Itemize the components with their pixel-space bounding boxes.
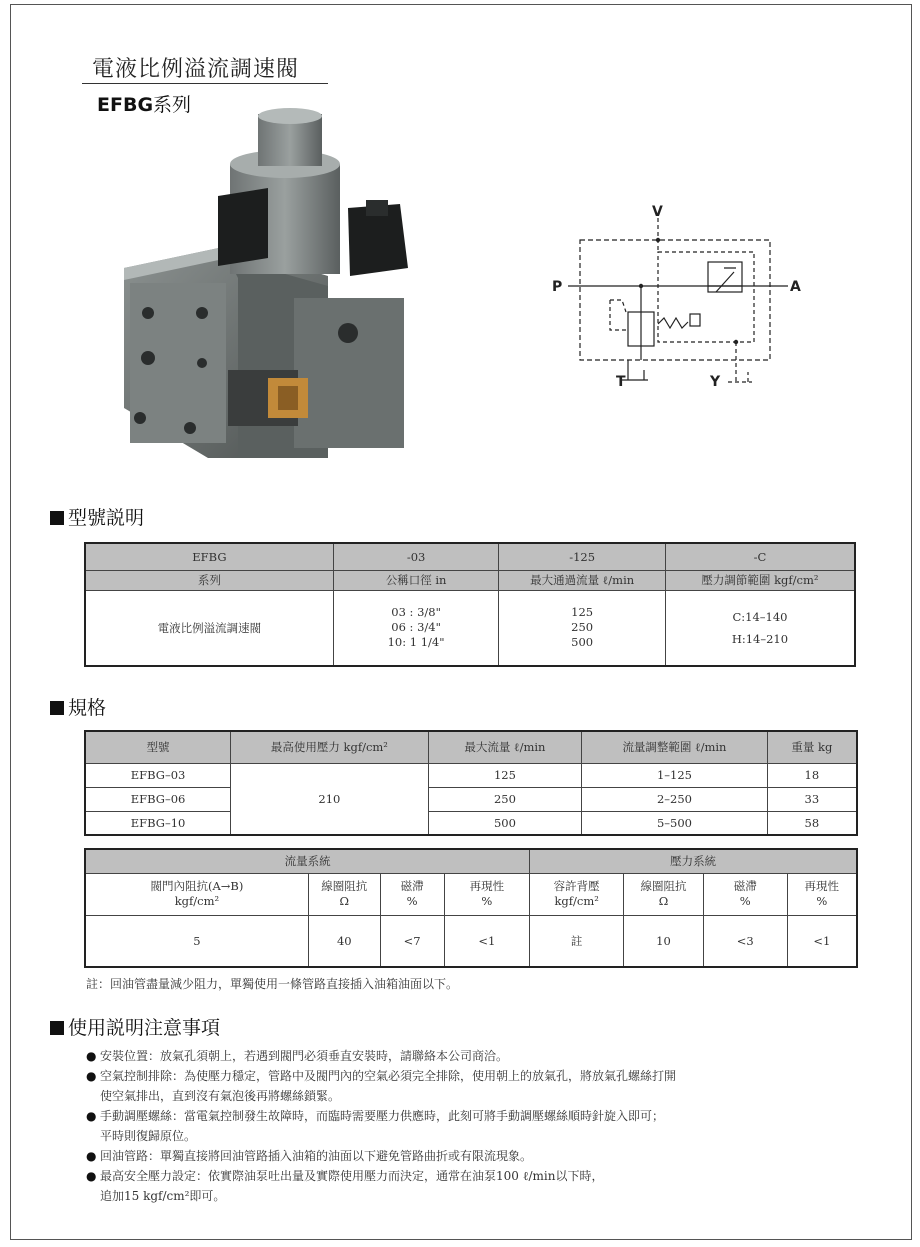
value-back-pressure: 註 bbox=[530, 915, 624, 967]
pressure-h: H:14–210 bbox=[731, 631, 789, 646]
sizes-cell bbox=[333, 590, 499, 666]
spec-table bbox=[84, 730, 858, 836]
col-label: 線圈阻抗 bbox=[640, 879, 687, 893]
list-item-text: ● 安裝位置：放氣孔須朝上，若遇到閥門必須垂直安裝時，請聯絡本公司商洽。 bbox=[100, 1049, 509, 1063]
col-unit: kgf/cm² bbox=[554, 894, 599, 908]
header-pressure: 壓力調節範圍 kgf/cm² bbox=[665, 570, 855, 590]
col-repeatability-pressure bbox=[787, 873, 857, 915]
list-item bbox=[86, 1166, 876, 1206]
label-v: V bbox=[652, 204, 663, 220]
flow-500: 500 bbox=[571, 635, 594, 650]
row-flow: 500 bbox=[428, 811, 582, 835]
page-title: 電液比例溢流調速閥 bbox=[92, 57, 300, 82]
model-header-row bbox=[85, 570, 855, 590]
row-model: EFBG–10 bbox=[85, 811, 231, 835]
spec-header-range: 流量調整範圍 ℓ/min bbox=[582, 731, 767, 763]
spec-header-flow: 最大流量 ℓ/min bbox=[428, 731, 582, 763]
label-a: A bbox=[790, 279, 801, 295]
spec-header-model: 型號 bbox=[85, 731, 231, 763]
label-t: T bbox=[616, 374, 626, 390]
pressure-system-header: 壓力系統 bbox=[530, 849, 857, 873]
row-weight: 18 bbox=[767, 763, 857, 787]
row-weight: 58 bbox=[767, 811, 857, 835]
system-header-row bbox=[85, 873, 857, 915]
usage-list bbox=[86, 1046, 876, 1206]
list-item-text: 平時則復歸原位。 bbox=[100, 1129, 197, 1143]
col-unit: Ω bbox=[339, 894, 350, 908]
system-value-row bbox=[85, 915, 857, 967]
label-y: Y bbox=[710, 374, 721, 390]
series-suffix: 系列 bbox=[153, 94, 192, 116]
list-item bbox=[86, 1106, 876, 1146]
col-valve-resistance bbox=[85, 873, 308, 915]
pressures-cell bbox=[665, 590, 855, 666]
spec-header-pressure: 最高使用壓力 kgf/cm² bbox=[231, 731, 428, 763]
section-model-title: 型號説明 bbox=[50, 503, 144, 530]
valve-photo bbox=[118, 108, 418, 460]
row-weight: 33 bbox=[767, 787, 857, 811]
code-size: -03 bbox=[333, 543, 499, 570]
col-unit: % bbox=[406, 894, 418, 908]
header-flow: 最大通過流量 ℓ/min bbox=[499, 570, 666, 590]
value-hysteresis-flow: <7 bbox=[380, 915, 444, 967]
list-item-text: 追加15 kgf/cm²即可。 bbox=[100, 1189, 226, 1203]
header-size: 公稱口徑 in bbox=[333, 570, 499, 590]
list-item bbox=[86, 1146, 876, 1166]
header-series: 系列 bbox=[85, 570, 333, 590]
col-unit: kgf/cm² bbox=[174, 894, 220, 908]
system-group-row bbox=[85, 849, 857, 873]
section-spec-title: 規格 bbox=[50, 693, 106, 720]
relief-spool bbox=[708, 262, 742, 292]
model-code-row bbox=[85, 543, 855, 570]
list-item bbox=[86, 1066, 876, 1106]
col-coil-impedance-pressure bbox=[624, 873, 704, 915]
col-hysteresis-pressure bbox=[703, 873, 787, 915]
col-label: 閥門內阻抗(A→B) bbox=[150, 879, 244, 893]
list-item-text: 使空氣排出，直到沒有氣泡後再將螺絲鎖緊。 bbox=[100, 1089, 341, 1103]
col-unit: % bbox=[816, 894, 828, 908]
value-coil-impedance-pressure: 10 bbox=[624, 915, 704, 967]
value-valve-resistance: 5 bbox=[85, 915, 308, 967]
size-10: 10: 1 1/4" bbox=[387, 635, 445, 650]
value-hysteresis-pressure: <3 bbox=[703, 915, 787, 967]
row-range: 2–250 bbox=[582, 787, 767, 811]
code-pressure: -C bbox=[665, 543, 855, 570]
table-row bbox=[85, 811, 857, 835]
row-range: 5–500 bbox=[582, 811, 767, 835]
col-unit: Ω bbox=[658, 894, 669, 908]
series-name: 電液比例溢流調速閥 bbox=[85, 590, 333, 666]
col-label: 磁滯 bbox=[733, 879, 757, 893]
col-back-pressure bbox=[530, 873, 624, 915]
row-flow: 250 bbox=[428, 787, 582, 811]
row-model: EFBG–03 bbox=[85, 763, 231, 787]
table-row bbox=[85, 763, 857, 787]
size-06: 06 : 3/4" bbox=[391, 620, 441, 635]
col-hysteresis-flow bbox=[380, 873, 444, 915]
max-pressure: 210 bbox=[231, 763, 428, 835]
col-unit: % bbox=[739, 894, 751, 908]
col-coil-impedance-flow bbox=[308, 873, 380, 915]
model-table bbox=[84, 542, 856, 667]
spec-header-row bbox=[85, 731, 857, 763]
series-code: EFBG bbox=[97, 94, 154, 116]
pressure-c: C:14–140 bbox=[732, 609, 788, 624]
list-item-text: ● 最高安全壓力設定：依實際油泵吐出量及實際使用壓力而決定，通常在油泵100 ℓ/min以下時， bbox=[100, 1169, 604, 1183]
hydraulic-symbol-diagram bbox=[548, 200, 810, 392]
col-repeatability-flow bbox=[444, 873, 530, 915]
col-label: 線圈阻抗 bbox=[321, 879, 368, 893]
col-label: 磁滯 bbox=[400, 879, 424, 893]
row-model: EFBG–06 bbox=[85, 787, 231, 811]
value-repeatability-flow: <1 bbox=[444, 915, 530, 967]
col-label: 再現性 bbox=[804, 879, 840, 893]
flow-125: 125 bbox=[571, 605, 594, 620]
size-03: 03 : 3/8" bbox=[391, 605, 441, 620]
table-footnote: 註：回油管盡量減少阻力，單獨使用一條管路直接插入油箱油面以下。 bbox=[86, 977, 459, 991]
title-divider bbox=[82, 83, 328, 84]
row-flow: 125 bbox=[428, 763, 582, 787]
col-label: 再現性 bbox=[469, 879, 505, 893]
value-repeatability-pressure: <1 bbox=[787, 915, 857, 967]
list-item-text: ● 空氣控制排除：為使壓力穩定，管路中及閥門內的空氣必須完全排除，使用朝上的放氣孔，將放氣孔螺絲打開 bbox=[100, 1069, 677, 1083]
flows-cell bbox=[499, 590, 666, 666]
label-p: P bbox=[552, 279, 563, 295]
spec-header-weight: 重量 kg bbox=[767, 731, 857, 763]
flow-system-header: 流量系統 bbox=[85, 849, 530, 873]
value-coil-impedance-flow: 40 bbox=[308, 915, 380, 967]
section-usage-title: 使用説明注意事項 bbox=[50, 1013, 220, 1040]
code-flow: -125 bbox=[499, 543, 666, 570]
model-value-row bbox=[85, 590, 855, 666]
list-item bbox=[86, 1046, 876, 1066]
table-row bbox=[85, 787, 857, 811]
flow-250: 250 bbox=[571, 620, 594, 635]
code-series: EFBG bbox=[85, 543, 333, 570]
system-table bbox=[84, 848, 858, 968]
col-unit: % bbox=[481, 894, 493, 908]
tank-port-y bbox=[728, 342, 752, 382]
pilot-envelope bbox=[658, 252, 754, 342]
list-item-text: ● 回油管路：單獨直接將回油管路插入油箱的油面以下避免管路曲折或有限流現象。 bbox=[100, 1149, 533, 1163]
col-label: 容許背壓 bbox=[553, 879, 600, 893]
row-range: 1–125 bbox=[582, 763, 767, 787]
list-item-text: ● 手動調壓螺絲：當電氣控制發生故障時，而臨時需要壓力供應時，此刻可將手動調壓螺絲順時針旋入即可； bbox=[100, 1109, 665, 1123]
